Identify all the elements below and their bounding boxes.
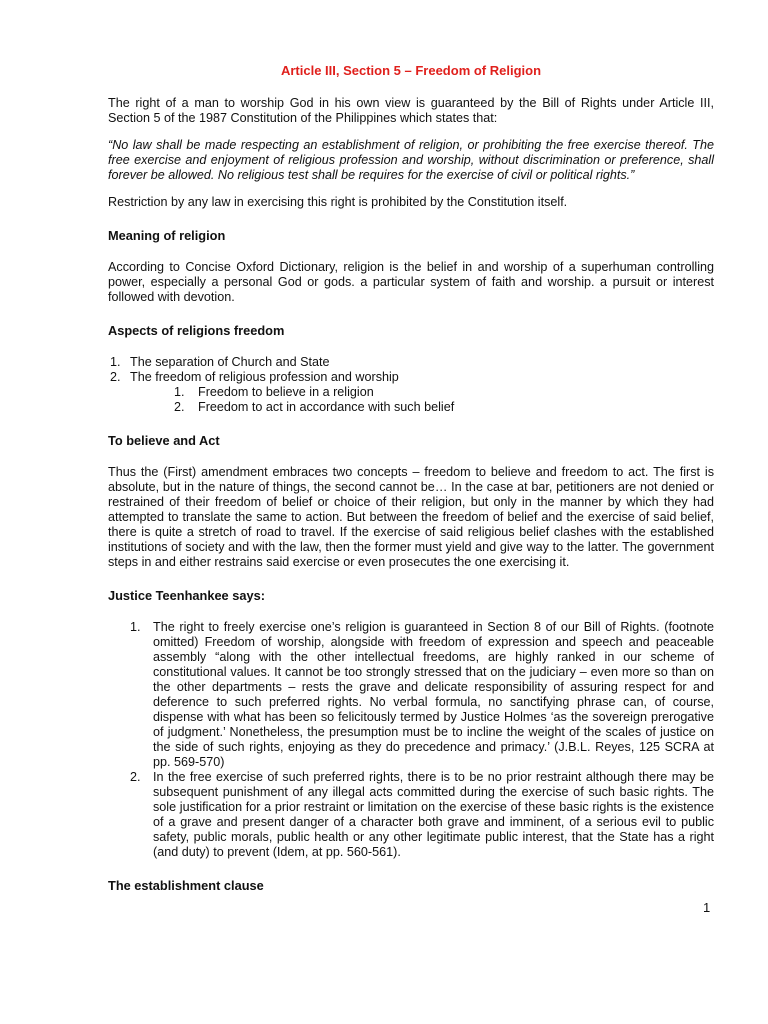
list-item-text: Freedom to believe in a religion [198,385,374,399]
sublist-item [174,385,714,400]
list-item-text: The separation of Church and State [130,355,330,369]
list-number: 2. [130,770,141,784]
aspects-list [108,355,714,415]
list-number: 2. [110,370,121,384]
section-heading-meaning: Meaning of religion [108,228,226,243]
list-item [108,770,714,860]
constitution-quote: “No law shall be made respecting an establishment of religion, or prohibiting the free exercise thereof. The free exercise and enjoyment of religious profession and worship, without discrimination or preference, shall forever be allowed. No religious test shall be requires for the exercise of civil or political rights.” [108,138,714,182]
list-item-text: The right to freely exercise one’s religion is guaranteed in Section 8 of our Bill of Rights. (footnote omitted) Freedom of worship, alongside with freedom of expression and speech and peaceable assembly “along with the other intellectual freedoms, are highly ranked in our scheme of constitutional values. It cannot be too strongly stressed that on the judiciary – even more so than on the other departments – rests the grave and delicate responsibility of assuring respect for and deference to such preferred rights. No verbal formula, no sanctifying phrase can, of course, dispense with what has been so felicitously termed by Justice Holmes ‘as the sovereign prerogative of judgment.’ Nonetheless, the presumption must be to incline the weight of the scales of justice on the side of such rights, enjoying as they do precedence and primacy.’ (J.B.L. Reyes, 125 SCRA at pp. 569-570) [153,620,714,769]
list-number: 1. [110,355,121,369]
list-item [108,620,714,770]
list-number: 1. [130,620,141,634]
list-item [108,370,714,415]
sublist-item [174,400,714,415]
list-number: 1. [174,385,185,399]
section-heading-believe: To believe and Act [108,433,220,448]
section-heading-establishment: The establishment clause [108,878,264,893]
page-title: Article III, Section 5 – Freedom of Religion [280,63,542,78]
document-body [108,62,714,910]
list-item [108,355,714,370]
list-item-text: Freedom to act in accordance with such belief [198,400,455,414]
intro-paragraph: The right of a man to worship God in his own view is guaranteed by the Bill of Rights under Article III, Section 5 of the 1987 Constitution of the Philippines which states that: [108,96,714,125]
section-heading-aspects: Aspects of religions freedom [108,323,285,338]
list-item-text: The freedom of religious profession and worship [130,370,399,384]
meaning-paragraph: According to Concise Oxford Dictionary, religion is the belief in and worship of a superhuman controlling power, especially a personal God or gods. a particular system of faith and worship. a pursuit or interest followed with devotion. [108,260,714,304]
restriction-paragraph: Restriction by any law in exercising this right is prohibited by the Constitution itself. [108,195,568,209]
teehankee-list [108,620,714,860]
believe-paragraph: Thus the (First) amendment embraces two concepts – freedom to believe and freedom to act. The first is absolute, but in the nature of things, the second cannot be… In the case at bar, petitioners are not denied or restrained of their freedom of belief or choice of their religion, but only in the manner by which they had attempted to translate the same to action. But between the freedom of belief and the exercise of said belief, there is quite a stretch of road to travel. If the exercise of said religious belief clashes with the established institutions of society and with the law, then the former must yield and give way to the latter. The government steps in and either restrains said exercise or even prosecutes the one exercising it. [108,465,714,569]
list-number: 2. [174,400,185,414]
page-number: 1 [703,900,711,915]
section-heading-teehankee: Justice Teenhankee says: [108,588,265,603]
list-item-text: In the free exercise of such preferred rights, there is to be no prior restraint although there may be subsequent punishment of any illegal acts committed during the exercise of such basic rights. The sole justification for a prior restraint or limitation on the exercise of these basic rights is the existence of a grave and present danger of a character both grave and imminent, of a serious evil to public safety, public morals, public health or any other legitimate public interest, that the State has a right (and duty) to prevent (Idem, at pp. 560-561). [153,770,714,859]
aspects-sublist [174,385,714,415]
